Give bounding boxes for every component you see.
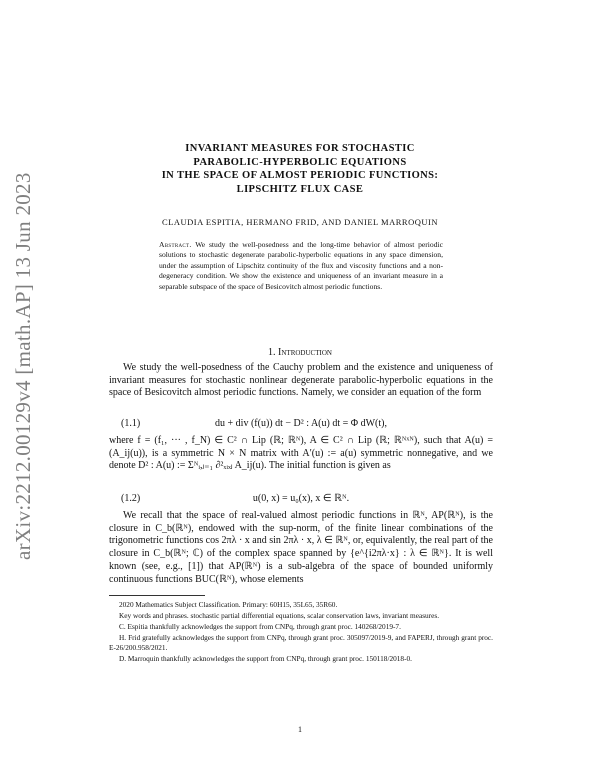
- footnote-divider: [109, 595, 205, 596]
- intro-paragraph-3: We recall that the space of real-valued almost periodic functions in ℝᴺ, AP(ℝᴺ), is the closure in C_b(ℝᴺ), endowed with the sup-norm, of the finite linear combinations of the trigonometric functions cos 2πλ · x and sin 2πλ · x, λ ∈ ℝᴺ, or, equivalently, the real part of the closure in C_b(ℝᴺ; ℂ) of the complex space spanned by {e^{i2πλ·x} : λ ∈ ℝᴺ}. It is well known (see, e.g., [1]) that AP(ℝᴺ) is a sub-algebra of the space of bounded uniformly continuous functions BUC(ℝᴺ), whose elements: [109, 510, 493, 585]
- paper-title: [100, 142, 500, 196]
- equation-body: u(0, x) = u₀(x), x ∈ ℝᴺ.: [252, 493, 350, 504]
- equation-number: (1.1): [121, 418, 141, 429]
- footnote-frid-support: H. Frid gratefully acknowledges the support from CNPq, through grant proc. 305097/2019-9, and FAPERJ, through grant proc. E-26/200.958/2021.: [109, 633, 493, 652]
- footnote-marroquin-support: D. Marroquin thankfully acknowledges the support from CNPq, through grant proc. 150118/2018-0.: [119, 653, 412, 663]
- title-line: INVARIANT MEASURES FOR STOCHASTIC: [185, 143, 415, 154]
- section-heading: [100, 347, 500, 358]
- abstract-text: We study the well-posedness and the long-time behavior of almost periodic solutions to stochastic degenerate parabolic-hyperbolic equations in any space dimension, under the assumption of Lipschitz continuity of the flux and viscosity functions and a non-degeneracy condition. We show the existence and uniqueness of an invariant measure in a separable subspace of the space of Besicovitch almost periodic functions.: [159, 240, 443, 291]
- title-line: IN THE SPACE OF ALMOST PERIODIC FUNCTIONS:: [161, 170, 439, 181]
- section-number: 1.: [268, 347, 276, 358]
- equation-number: (1.2): [121, 493, 141, 504]
- abstract: [159, 240, 443, 292]
- arxiv-identifier-stamp: arXiv:2212.00129v4 [math.AP] 13 Jun 2023: [11, 172, 35, 560]
- intro-paragraph-1: We study the well-posedness of the Cauchy problem and the existence and uniqueness of invariant measures for stochastic nonlinear degenerate parabolic-hyperbolic equations in the space of Besicovitch almost periodic functions. Namely, we consider an equation of the form: [109, 362, 493, 399]
- page-number: 1: [298, 725, 302, 734]
- title-line: PARABOLIC-HYPERBOLIC EQUATIONS: [193, 156, 407, 168]
- footnotes: [109, 600, 493, 665]
- footnote-espitia-support: C. Espitia thankfully acknowledges the support from CNPq, through grant proc. 140268/2019-7.: [119, 622, 401, 632]
- intro-paragraph-2: where f = (f₁, ··· , f_N) ∈ C² ∩ Lip (ℝ; ℝᴺ), A ∈ C² ∩ Lip (ℝ; ℝᴺˣᴺ), such that A(u) = (A_ij(u)), is a symmetric N × N matrix with A′(u) := a(u) symmetric nonnegative, and we denote D² : A(u) := Σᴺᵢ,ⱼ₌₁ ∂²ₓᵢₓⱼ A_ij(u). The initial function is given as: [109, 435, 493, 472]
- abstract-label: Abstract.: [159, 240, 192, 249]
- equation-body: du + div (f(u)) dt − D² : A(u) dt = Φ dW(t),: [215, 418, 387, 429]
- footnote-keywords: Key words and phrases. stochastic partial differential equations, scalar conservation laws, invariant measures.: [119, 611, 440, 621]
- author-list: CLAUDIA ESPITIA, HERMANO FRID, AND DANIEL MARROQUIN: [162, 217, 438, 227]
- title-line: LIPSCHITZ FLUX CASE: [236, 183, 364, 195]
- footnote-classification: 2020 Mathematics Subject Classification. Primary: 60H15, 35L65, 35R60.: [119, 600, 338, 609]
- section-title: Introduction: [278, 347, 332, 358]
